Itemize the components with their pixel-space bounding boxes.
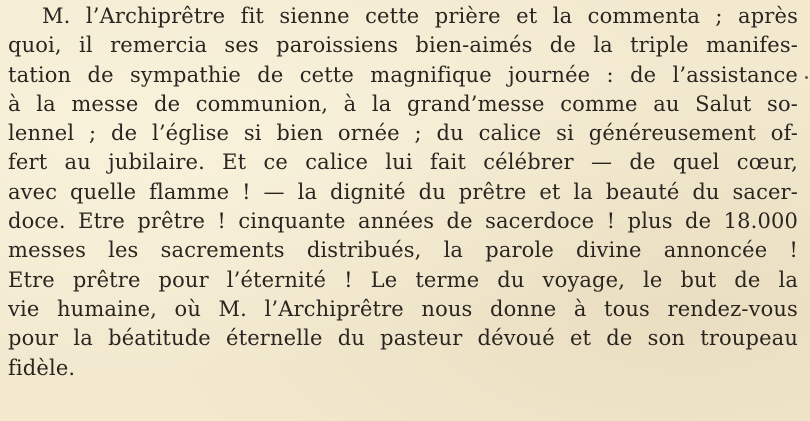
text-line: M. l’Archiprêtre fit sienne cette prière et la commenta ; après [42, 4, 798, 28]
text-line: doce. Etre prêtre ! cinquante années de sacerdoce ! plus de 18.000 [8, 209, 798, 234]
text-line: fert au jubilaire. Et ce calice lui fait célébrer — de quel cœur, [8, 150, 798, 175]
text-line: à la messe de communion, à la grand’messe comme au Salut so- [8, 91, 798, 116]
text-line: messes les sacrements distribués, la parole divine annoncée ! [8, 238, 798, 263]
text-line: avec quelle flamme ! — la dignité du prêtre et la beauté du sacer- [8, 179, 798, 204]
paragraph [8, 2, 798, 383]
text-line: vie humaine, où M. l’Archiprêtre nous donne à tous rendez-vous [8, 296, 798, 321]
page-speck [805, 76, 808, 79]
text-line: quoi, il remercia ses paroissiens bien-aimés de la triple manifes- [8, 33, 798, 58]
text-line: pour la béatitude éternelle du pasteur dévoué et de son troupeau [8, 326, 798, 351]
text-line: tation de sympathie de cette magnifique journée : de l’assistance [8, 62, 798, 87]
text-line: Etre prêtre pour l’éternité ! Le terme du voyage, le but de la [8, 267, 798, 292]
text-line: lennel ; de l’église si bien ornée ; du calice si généreusement of- [8, 121, 798, 146]
text-line-last: fidèle. [8, 355, 76, 380]
